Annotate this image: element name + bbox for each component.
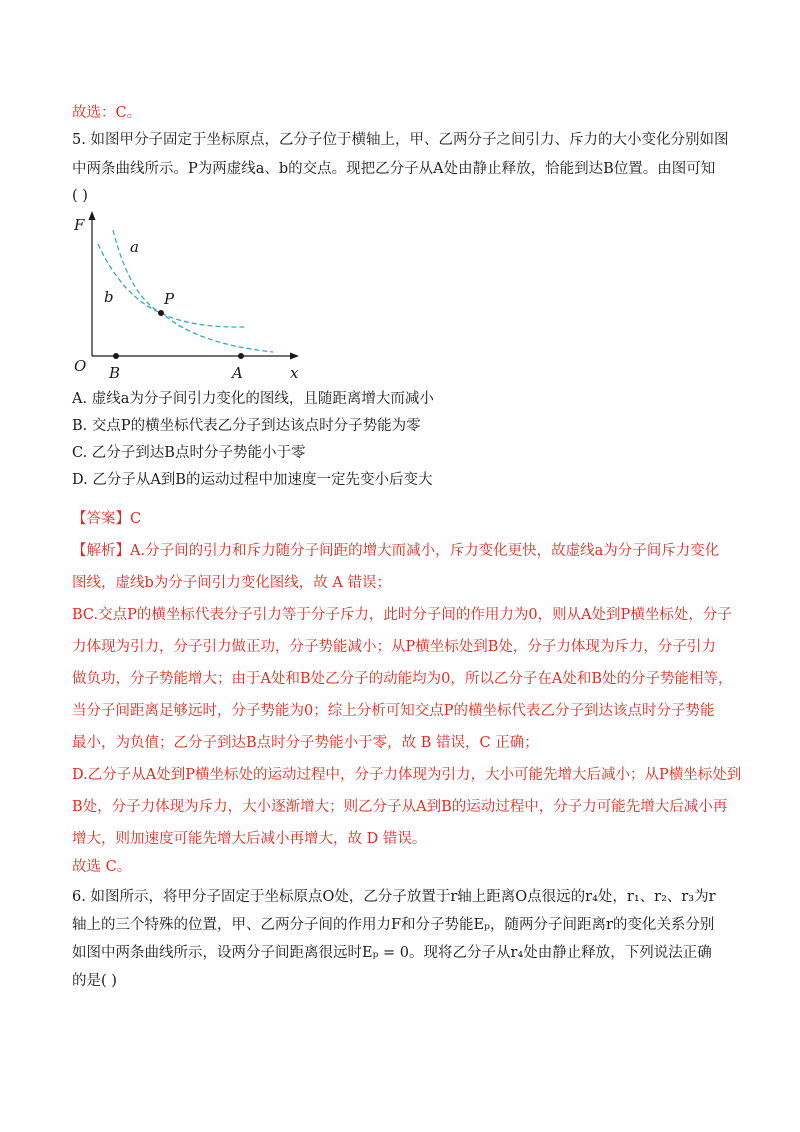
q5-analysis-line9: B处，分子力体现为斥力，大小逐渐增大；则乙分子从A到B的运动过程中，分子力可能先增大后减小再 [72, 799, 728, 815]
q5-analysis-line5: 做负功，分子势能增大；由于A处和B处乙分子的动能均为0，所以乙分子在A处和B处的分子势能相等， [72, 671, 733, 687]
q5-analysis-line8: D.乙分子从A处到P横坐标处的运动过程中，分子力体现为引力，大小可能先增大后减小；从P横坐标处到 [72, 767, 742, 783]
x-axis-label: x [290, 364, 299, 382]
y-axis-arrow-icon [89, 211, 96, 220]
point-b-marker [113, 353, 119, 359]
q5-answer-blank: ( ) [72, 188, 88, 204]
q6-stem-line1: 6. 如图所示，将甲分子固定于坐标原点O处，乙分子放置于r轴上距离O点很远的r₄处，r₁、r₂、r₃为r [72, 889, 716, 905]
q5-stem-line2: 中两条曲线所示。P为两虚线a、b的交点。现把乙分子从A处由静止释放，恰能到达B位置。由图可知 [72, 161, 716, 177]
q5-answer: 【答案】C [72, 511, 142, 527]
q5-analysis-line10: 增大，则加速度可能先增大后减小再增大，故 D 错误。 [72, 831, 427, 847]
curve-b-label: b [104, 288, 114, 306]
q4-conclusion: 故选：C。 [72, 105, 142, 121]
q5-stem-line1: 5. 如图甲分子固定于坐标原点，乙分子位于横轴上，甲、乙两分子之间引力、斥力的大小变化分别如图 [72, 132, 729, 148]
q5-option-c: C. 乙分子到达B点时分子势能小于零 [72, 445, 306, 461]
q5-analysis-line2: 图线，虚线b为分子间引力变化图线，故 A 错误； [72, 575, 391, 591]
force-distance-graph [68, 208, 318, 386]
q5-analysis-line7: 最小，为负值；乙分子到达B点时分子势能小于零，故 B 错误，C 正确； [72, 735, 539, 751]
q5-analysis-line3: BC.交点P的横坐标代表分子引力等于分子斥力，此时分子间的作用力为0，则从A处到P横坐标处，分子 [72, 607, 732, 623]
q6-stem-line4: 的是( ) [72, 973, 117, 989]
point-p-label: P [164, 290, 175, 308]
point-a-label: A [232, 364, 243, 382]
q5-analysis-line1: 【解析】A.分子间的引力和斥力随分子间距的增大而减小，斥力变化更快，故虚线a为分子间斥力变化 [72, 543, 720, 559]
q5-analysis-line6: 当分子间距离足够远时，分子势能为0；综上分析可知交点P的横坐标代表乙分子到达该点时分子势能 [72, 703, 715, 719]
curve-a-label: a [130, 238, 139, 256]
point-b-label: B [109, 364, 121, 382]
q5-analysis-line4: 力体现为引力，分子引力做正功，分子势能减小；从P横坐标处到B处，分子力体现为斥力，分子引力 [72, 639, 716, 655]
q6-stem-line3: 如图中两条曲线所示，设两分子间距离很远时Eₚ = 0。现将乙分子从r₄处由静止释放，下列说法正确 [72, 945, 712, 961]
point-a-marker [238, 353, 244, 359]
origin-label: O [74, 357, 87, 375]
intersection-point-p [158, 310, 164, 316]
q5-option-d: D. 乙分子从A到B的运动过程中加速度一定先变小后变大 [72, 472, 433, 488]
curve-b [98, 244, 246, 327]
q5-option-a: A. 虚线a为分子间引力变化的图线，且随距离增大而减小 [72, 391, 434, 407]
q5-option-b: B. 交点P的横坐标代表乙分子到达该点时分子势能为零 [72, 418, 421, 434]
q5-conclusion: 故选 C。 [72, 859, 132, 875]
x-axis-arrow-icon [290, 353, 299, 360]
q6-stem-line2: 轴上的三个特殊的位置，甲、乙两分子间的作用力F和分子势能Eₚ，随两分子间距离r的变化关系分别 [72, 917, 715, 933]
y-axis-label: F [74, 216, 85, 234]
